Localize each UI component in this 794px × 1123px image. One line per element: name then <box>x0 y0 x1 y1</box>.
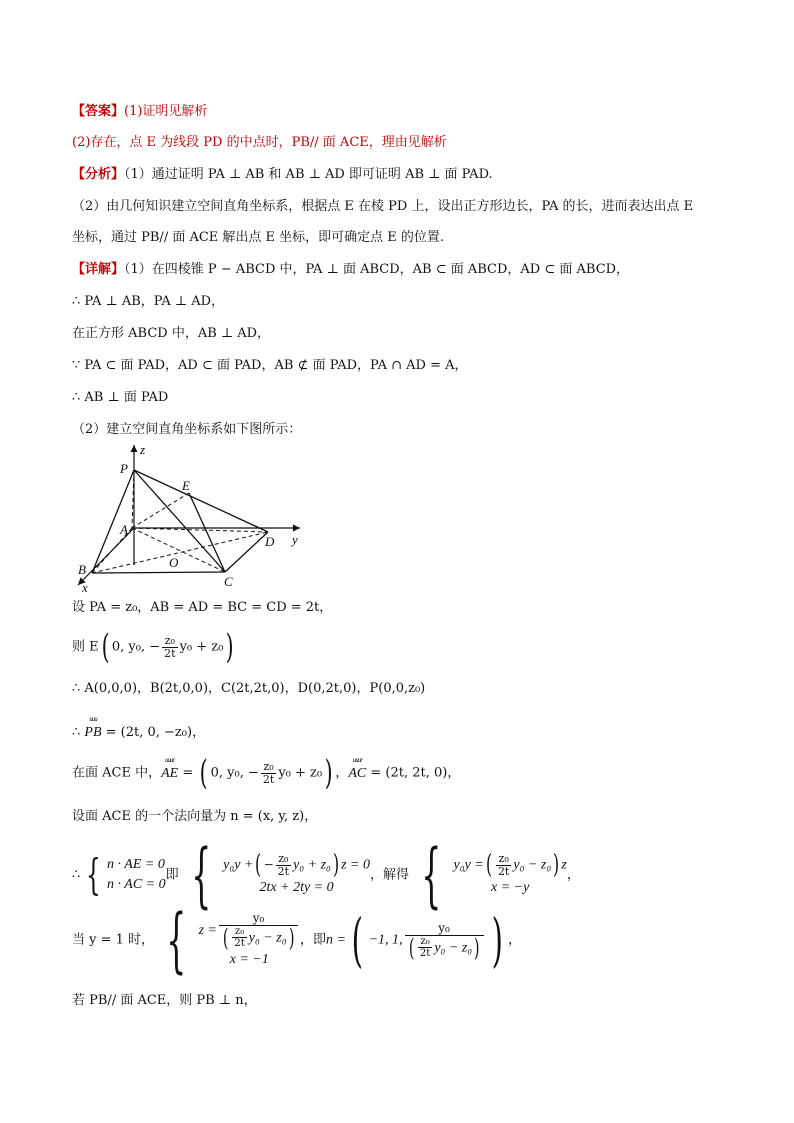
edge-BD <box>92 532 268 573</box>
edge-EC <box>189 493 225 572</box>
label-E: E <box>182 478 190 493</box>
label-P: P <box>120 461 128 476</box>
step-2: 则 E( 0, y₀, − $\frac{\text{z₀}}{2t}$ y₀ + z₀) <box>72 627 234 667</box>
answer-part1: (1)证明见解析 <box>124 104 208 119</box>
vector-AE: uuur AE <box>161 755 179 781</box>
analysis-text-3: 坐标，通过 PB// 面 ACE 解出点 E 坐标，即可确定点 E 的位置. <box>72 230 445 245</box>
vector-AC: uuur AC <box>348 755 367 781</box>
system-3: y₀y =( $\frac{\text{z₀}}{2t}$ y₀ − z₀) z x = −y <box>453 850 567 895</box>
detail-text-5: ∴ AB ⊥ 面 PAD <box>72 390 169 405</box>
detail-tag: 【详解】 <box>72 262 125 277</box>
edge-AC <box>132 528 225 572</box>
step-1: 设 PA = z₀，AB = AD = BC = CD = 2t， <box>72 600 333 615</box>
analysis-tag: 【分析】 <box>72 167 125 182</box>
edge-PC <box>134 470 225 572</box>
pyramid-figure <box>72 440 312 595</box>
analysis-text-2: （2）由几何知识建立空间直角坐标系，根据点 E 在棱 PD 上，设出正方形边长，PA 的长，进而表达出点 E <box>72 199 694 214</box>
label-O: O <box>169 555 179 570</box>
edge-CD <box>225 532 268 572</box>
step-2-prefix: 则 E <box>72 639 99 655</box>
answer-tag: 【答案】 <box>72 104 125 119</box>
system-2: y₀y +( − $\frac{\text{z₀}}{2t}$ y₀ + z₀) z = 0 2tx + 2ty = 0 <box>223 850 370 895</box>
label-A: A <box>120 522 128 537</box>
label-y: y <box>292 532 298 547</box>
step-3: ∴ A(0,0,0)，B(2t,0,0)，C(2t,2t,0)，D(0,2t,0)，P(0,0,z₀) <box>72 681 426 696</box>
analysis-line-1 <box>72 166 493 184</box>
step-4: ∴ uuu PB = (2t, 0, −z₀)， <box>72 715 206 740</box>
step-8: 当 y = 1 时， { z = y₀ ( $\frac{\text{z₀}}{2t}$ y₀ − z₀) x = −1 ，即n =( −1, 1, y₀ ( $\frac{\text{z₀}}{2t}$ y₀ − z₀) ) ， <box>72 899 522 981</box>
analysis-text-1: （1）通过证明 PA ⊥ AB 和 AB ⊥ AD 即可证明 AB ⊥ 面 PAD. <box>124 167 493 182</box>
detail-text-4: ∵ PA ⊂ 面 PAD，AD ⊂ 面 PAD，AB ⊄ 面 PAD，PA ∩ AD = A， <box>72 358 468 373</box>
detail-line-1 <box>72 261 629 279</box>
fraction: $\frac{\text{z₀}}{2t}$ <box>262 759 275 786</box>
step-7: ∴ { n · AE = 0 n · AC = 0 即 { y₀y +( − $\frac{\text{z₀}}{2t}$ y₀ + z₀) z = 0 2tx + 2ty = 0 ，解得 { y₀y =( $\frac{\text{z₀}}{2t}$ y₀ − z₀) z x = −y ， <box>72 834 580 916</box>
step-6: 设面 ACE 的一个法向量为 n = (x, y, z)， <box>72 809 318 824</box>
detail-text-6: （2）建立空间直角坐标系如下图所示： <box>72 422 302 437</box>
system-4: z = y₀ ( $\frac{\text{z₀}}{2t}$ y₀ − z₀) x = −1 <box>199 911 300 970</box>
step-9: 若 PB// 面 ACE，则 PB ⊥ n， <box>72 993 257 1008</box>
fraction: $\frac{\text{z₀}}{2t}$ <box>164 633 176 660</box>
edge-PD <box>134 470 268 532</box>
step-5: 在面 ACE 中， uuur AE = ( 0, y₀, − $\frac{\text{z₀}}{2t}$ y₀ + z₀) ， uuur AC = (2t, 2t, 0)， <box>72 753 461 793</box>
label-D: D <box>265 534 275 549</box>
answer-part2: (2)存在，点 E 为线段 PD 的中点时，PB// 面 ACE，理由见解析 <box>72 135 447 150</box>
vector-PB: uuu PB <box>84 715 102 740</box>
system-1: n · AE = 0 n · AC = 0 <box>107 857 166 892</box>
step-2-inner: 0, y₀, − <box>111 639 161 655</box>
label-x: x <box>82 580 88 595</box>
detail-text-2: ∴ PA ⊥ AB，PA ⊥ AD， <box>72 294 225 309</box>
detail-text-3: 在正方形 ABCD 中，AB ⊥ AD， <box>72 326 271 341</box>
answer-line-1 <box>72 103 207 121</box>
label-C: C <box>224 574 233 589</box>
step-2-tail: y₀ + z₀ <box>179 639 224 655</box>
edge-BC <box>92 572 225 573</box>
detail-text-1: （1）在四棱锥 P − ABCD 中，PA ⊥ 面 ABCD，AB ⊂ 面 ABCD，AD ⊂ 面 ABCD， <box>124 262 630 277</box>
label-B: B <box>78 562 86 577</box>
label-z: z <box>140 442 146 457</box>
